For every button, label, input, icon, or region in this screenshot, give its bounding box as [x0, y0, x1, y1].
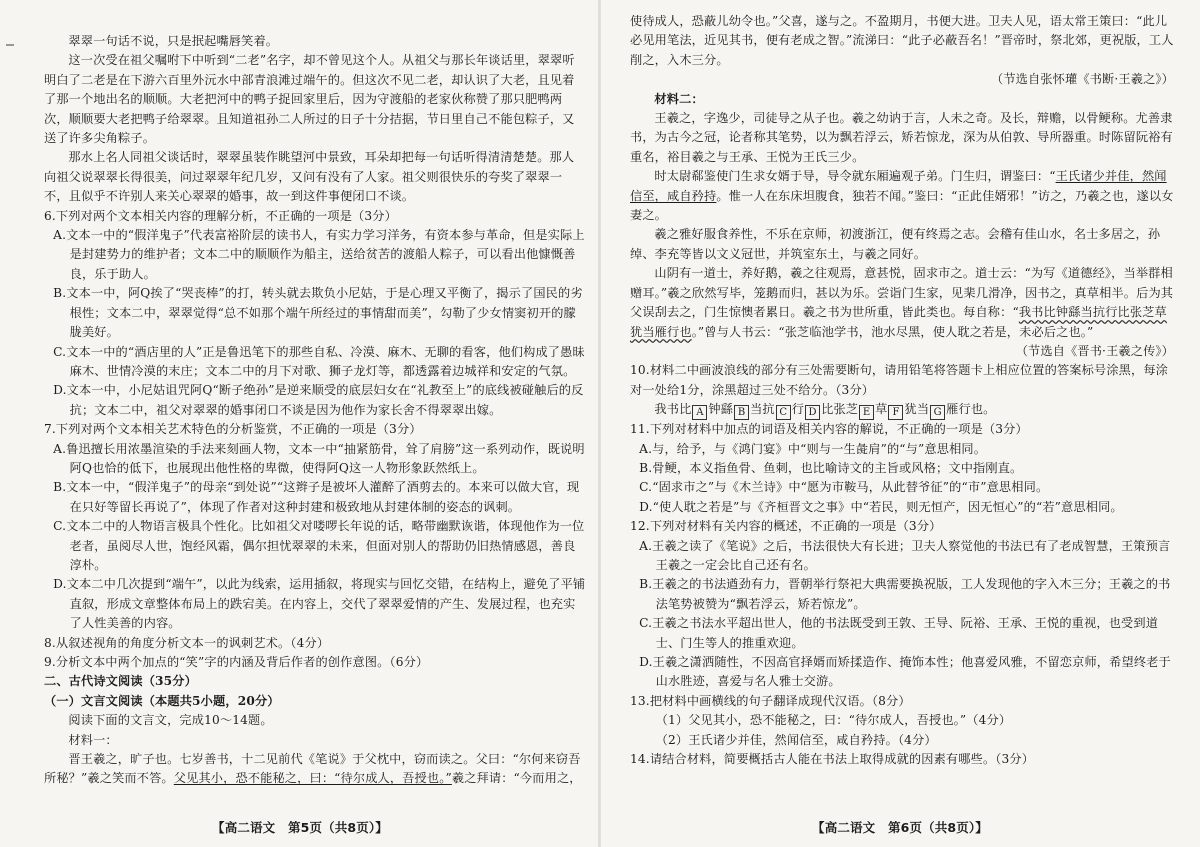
seg-text: 我书比 [654, 402, 692, 417]
material-1-text [44, 750, 586, 789]
seg-text: 比张芝 [821, 402, 859, 417]
question-6-option-a: A.文本一中的“假洋鬼子”代表富裕阶层的读书人，有实力学习洋务，有资本参与革命，但是实际上是封建势力的维护者；文本二中的顺顺作为船主，送给贫苦的渡船人粽子，可以看出他慷慨善良，乐于助人。 [53, 228, 585, 281]
page-6 [600, 0, 1200, 847]
material-2-paragraph-4 [630, 264, 1174, 342]
break-box-b: B [734, 405, 749, 420]
section-heading: 二、古代诗文阅读（35分） [44, 674, 197, 689]
seg-text: 行 [791, 402, 805, 417]
question-13-stem: 13.把材料中画横线的句子翻译成现代汉语。（8分） [630, 693, 911, 708]
question-13-sentence-2: （2）王氏诸少并佳，然闻信至，咸自矜持。（4分） [655, 732, 937, 747]
question-11-option-c: C.“固求市之”与《木兰诗》中“愿为市鞍马，从此替爷征”的“市”意思相同。 [639, 480, 1049, 495]
m2-p2-part-b: 。惟一人在东床坦腹食，独若不闻。”鉴曰：“正此佳婿邪！”访之，乃羲之也，遂以女妻之。 [630, 188, 1174, 223]
m2-p4-part-b: 。”曾与人书云：“张芝临池学书，池水尽黑，使人耽之若是，未必后之也。” [691, 324, 1094, 339]
break-box-f: F [888, 405, 903, 420]
material-1-title: 材料一： [68, 732, 118, 747]
material-2-paragraph-2 [630, 167, 1174, 225]
material-1-part-b: 羲之拜请：“今而用之， [451, 771, 582, 786]
seg-text: 犹当 [904, 402, 930, 417]
question-11-option-d: D.“使人耽之若是”与《齐桓晋文之事》中“若民，则无恒产，因无恒心”的“若”意思相同。 [639, 499, 1123, 514]
source-citation-2: （节选自《晋书·王羲之传》） [1015, 343, 1174, 358]
break-box-g: G [930, 405, 945, 420]
underlined-sentence-2: 王氏诸少并佳，然闻信至，咸自矜持 [630, 169, 1167, 203]
question-12-option-b: B.王羲之的书法遒劲有力，晋朝举行祭祀大典需要换祝版，工人发现他的字入木三分；王羲之的书法笔势被赞为“飘若浮云，矫若惊龙”。 [639, 577, 1171, 611]
text-paragraph: 这一次受在祖父嘱咐下中听到“二老”名字，却不曾见这个人。从祖父与那长年谈话里，翠翠听明白了二老是在下游六百里外沅水中部青浪滩过端午的。但这次不见二老，却认识了大老，且见着了那一个地出名的顺顺。大老把河中的鸭子捉回家里后，因为守渡船的老家伙称赞了那只肥鸭两次，顺顺要大老把鸭子给翠翠。且知道祖孙二人所过的日子十分拮据，节日里自己不能包粽子，又送了许多尖角粽子。 [44, 53, 575, 146]
wavy-line-sentence: 我书比钟繇当抗行比张芝草犹当雁行也 [630, 305, 1167, 339]
seg-text: 钟繇 [708, 402, 734, 417]
question-6-stem: 6.下列对两个文本相关内容的理解分析，不正确的一项是（3分） [44, 208, 397, 223]
material-2-title: 材料二： [654, 91, 704, 106]
seg-text: 草 [875, 402, 888, 417]
question-7-option-a: A.鲁迅擅长用浓墨渲染的手法来刻画人物，文本一中“抽紧筋骨，耸了肩膀”这一系列动作，既说明阿Q也恰的低下，也展现出他性格的卑微，使得阿Q这一人物形象跃然纸上。 [53, 441, 585, 475]
break-box-e: E [859, 405, 874, 420]
question-13-sentence-1: （1）父见其小，恐不能秘之，曰：“待尔成人，吾授也。”（4分） [655, 713, 1012, 728]
question-6-option-b: B.文本一中，阿Q挨了“哭丧棒”的打，转头就去欺负小尼姑，于是心理又平衡了，揭示了国民的劣根性；文本二中，翠翠觉得“总不如那个端午所经过的事情甜而美”，勾勒了少女情窦初开的朦胧美好。 [53, 286, 583, 340]
material-1-part-a: 晋王羲之，旷子也。七岁善书，十二见前代《笔说》于父枕中，窃而读之。父曰：“尔何来窃吾所秘？”羲之笑而不答。 [44, 752, 581, 786]
question-11-option-a: A.与，给予，与《鸿门宴》中“则与一生彘肩”的“与”意思相同。 [639, 441, 987, 456]
question-8: 8.从叙述视角的角度分析文本一的讽刺艺术。（4分） [44, 635, 330, 650]
question-12-stem: 12.下列对材料有关内容的概述，不正确的一项是（3分） [630, 519, 942, 534]
material-1-continued: 使待成人，恐蔽儿幼令也。”父喜，遂与之。不盈期月，书便大进。卫夫人见，语太常王策曰：“此儿必见用笔法，近见其书，便有老成之智。”流涕曰：“此子必蔽吾名！”晋帝时，祭北郊，更祝版，工人削之，入木三分。 [630, 14, 1174, 67]
question-10-segment-line [630, 400, 1174, 420]
question-6-option-c: C.文本一中的“酒店里的人”正是鲁迅笔下的那些自私、冷漠、麻木、无聊的看客，他们构成了愚昧麻木、世情冷漠的末庄；文本二中的月下对歌、狮子龙灯等，都透露着边城祥和安定的气氛。 [53, 344, 585, 378]
question-7-option-d: D.文本二中几次提到“端午”，以此为线索，运用插叙，将现实与回忆交错，在结构上，避免了平铺直叙，形成文章整体布局上的跌宕美。在内容上，交代了翠翠爱情的产生、发展过程，也充实了人性美善的内容。 [53, 577, 586, 631]
question-10-stem: 10.材料二中画波浪线的部分有三处需要断句，请用铅笔将答题卡上相应位置的答案标号涂黑，每涂对一处给1分，涂黑超过三处不给分。（3分） [630, 363, 1169, 397]
question-12-option-d: D.王羲之潇洒随性，不因高官择婿而矫揉造作、掩饰本性；他喜爱风雅，不留恋京师，希望终老于山水胜迹，喜爱与名人雅士交游。 [639, 655, 1171, 689]
question-11-option-b: B.骨鲠，本义指鱼骨、鱼刺，也比喻诗文的主旨或风格；文中指刚直。 [639, 460, 1023, 475]
question-7-stem: 7.下列对两个文本相关艺术特色的分析鉴赏，不正确的一项是（3分） [44, 422, 422, 437]
source-citation-1: （节选自张怀瓘《书断·王羲之》） [991, 72, 1174, 87]
question-14: 14.请结合材料，简要概括古人能在书法上取得成就的因素有哪些。（3分） [630, 752, 1035, 767]
question-7-option-c: C.文本二中的人物语言极具个性化。比如祖父对喽啰长年说的话，略带幽默诙谐，体现他作为一位老者，虽阅尽人世，饱经风霜，偶尔担忧翠翠的未来，但面对别人的帮助仍旧热情感恩，善良淳朴。 [53, 519, 585, 572]
seg-text: 当抗 [750, 402, 775, 417]
question-9: 9.分析文本中两个加点的“笑”字的内涵及背后作者的创作意图。（6分） [44, 655, 429, 669]
question-11-stem: 11.下列对材料中加点的词语及相关内容的解说，不正确的一项是（3分） [630, 422, 1028, 437]
question-12-option-a: A.王羲之读了《笔说》之后，书法很快大有长进；卫夫人察觉他的书法已有了老成智慧，王策预言王羲之一定会比自己还有名。 [639, 538, 1171, 572]
page-footer-6: 【高二语文 第6页（共8页）】 [812, 819, 988, 835]
question-12-option-c: C.王羲之书法水平超出世人，他的书法既受到王敦、王导、阮裕、王承、王悦的重视，也受到道士、门生等人的推重欢迎。 [639, 616, 1159, 650]
underlined-sentence-1: 父见其小，恐不能秘之，曰：“待尔成人，吾授也。” [173, 771, 452, 786]
break-box-d: D [805, 405, 820, 420]
material-2-paragraph-3: 羲之雅好服食养性，不乐在京师，初渡浙江，便有终焉之志。会稽有佳山水，名士多居之，孙绰、李充等皆以文义冠世，并筑室东土，与羲之同好。 [630, 227, 1161, 261]
m2-p4-part-a: 山阴有一道士，养好鹅，羲之往观焉，意甚悦，固求市之。道士云：“为写《道德经》，当举群相赠耳。”羲之欣然写毕，笼鹅而归，甚以为乐。尝诣门生家，见棐几滑净，因书之，真草相半。后为其父误刮去之，门生惊懊者累日。羲之书为世所重，皆此类也。每自称：“ [630, 266, 1174, 320]
text-line: 翠翠一句话不说，只是抿起嘴唇笑着。 [68, 34, 279, 48]
instruction: 阅读下面的文言文，完成10～14题。 [68, 713, 273, 728]
break-box-c: C [776, 405, 791, 420]
material-2-paragraph-1: 王羲之，字逸少，司徒导之从子也。羲之幼讷于言，人未之奇。及长，辩赡，以骨鲠称。尤善隶书，为古今之冠，论者称其笔势，以为飘若浮云，矫若惊龙，深为从伯敦、导所器重。时陈留阮裕有重名，裕目羲之与王承、王悦为王氏三少。 [630, 111, 1173, 164]
break-box-a: A [692, 405, 707, 420]
subsection-heading: （一）文言文阅读（本题共5小题，20分） [44, 693, 280, 708]
seg-text: 雁行也。 [946, 402, 996, 417]
page-footer-5: 【高二语文 第5页（共8页）】 [212, 819, 388, 835]
question-6-option-d: D.文本一中，小尼姑诅咒阿Q“断子绝孙”是逆来顺受的底层妇女在“礼教至上”的底线被碰触后的反抗；文本二中，祖父对翠翠的婚事闭口不谈是因为他作为家长舍不得翠翠出嫁。 [53, 383, 584, 417]
text-paragraph: 那水上名人同祖父谈话时，翠翠虽装作眺望河中景致，耳朵却把每一句话听得清清楚楚。那人向祖父说翠翠长得很美，问过翠翠年纪几岁，又问有没有了人家。祖父则很快乐的夸奖了翠翠一不，且似乎不许别人来关心翠翠的婚事，故一到这件事便闭口不谈。 [44, 150, 575, 204]
question-7-option-b: B.文本一中，“假洋鬼子”的母亲“到处说”“这辫子是被坏人灌醉了酒剪去的。本来可以做大官，现在只好等留长再说了”，体现了作者对这种封建和极致地从封建体制的姿态的讽刺。 [53, 480, 580, 514]
m2-p2-part-a: 时太尉郗鉴使门生求女婿于导，导令就东厢遍观子弟。门生归，谓鉴曰：“ [654, 169, 1056, 184]
